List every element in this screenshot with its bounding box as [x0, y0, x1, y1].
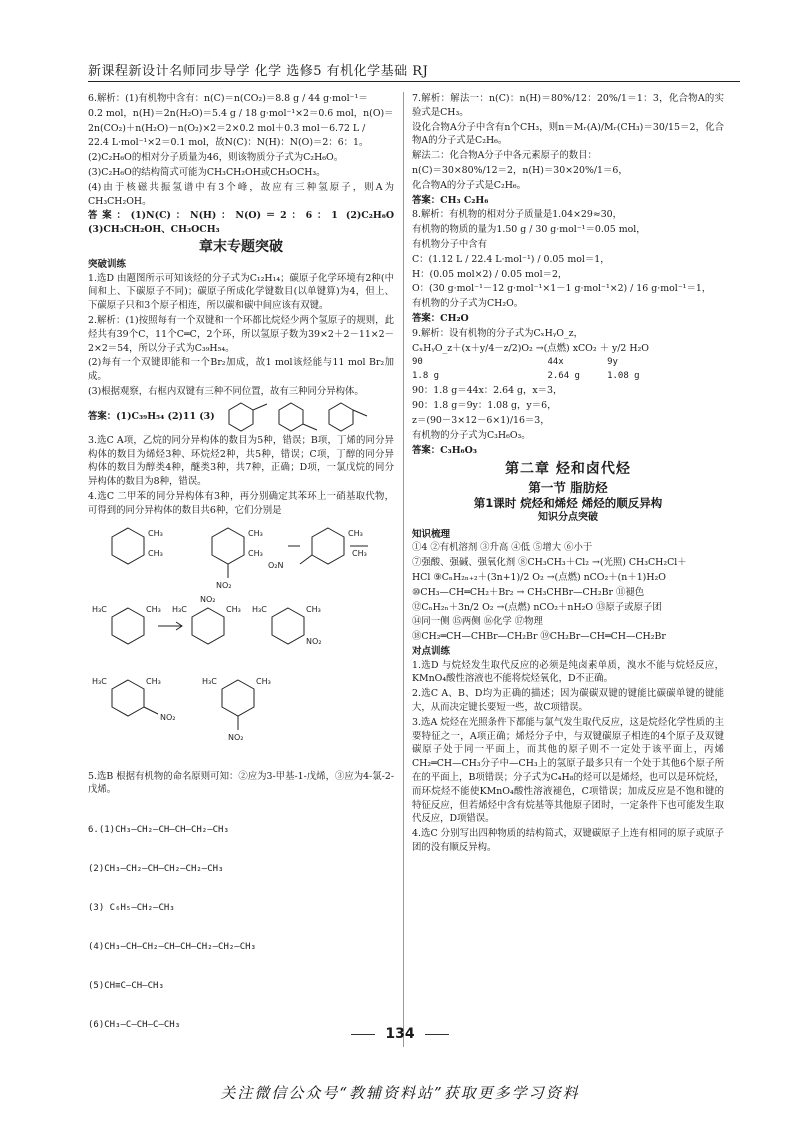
- svg-text:CH₃: CH₃: [146, 676, 161, 686]
- q8-line: H：(0.05 mol×2) / 0.05 mol＝2，: [412, 268, 568, 280]
- q6-line: (4)由于核磁共振氢谱中有3个峰，故应有三种氢原子，则A为CH₃CH₂OH。: [88, 181, 394, 207]
- isomer-structures-figure: [221, 400, 371, 434]
- svg-text:CH₃: CH₃: [148, 528, 163, 538]
- q9-line: 有机物的分子式为C₃H₆O₃。: [412, 429, 531, 441]
- svg-text:H₃C: H₃C: [92, 676, 107, 686]
- t6-line: (4)CH₃—CH—CH₂—CH—CH—CH₂—CH₂—CH₃: [88, 942, 256, 953]
- q9-line: 90：1.8 g＝9y：1.08 g，y＝6，: [412, 400, 557, 412]
- q6-line: 6.解析：(1)有机物中含有：n(C)＝n(CO₂)＝8.8 g / 44 g·mol⁻¹＝: [88, 93, 368, 104]
- knowledge-item: ⑩CH₃—CH═CH₂＋Br₂ → CH₃CHBr—CH₂Br ⑪褪色: [412, 586, 645, 598]
- svg-text:NO₂: NO₂: [216, 580, 232, 590]
- q8-line: 有机物的物质的量为1.50 g / 30 g·mol⁻¹＝0.05 mol，: [412, 224, 646, 236]
- q7-line: 7.解析：解法一：n(C)：n(H)＝80%/12：20%/1＝1：3，化合物A的实验式是CH₃。: [412, 93, 724, 118]
- target-item: 1.选D 与烷烃发生取代反应的必须是纯卤素单质，溴水不能与烷烃反应，KMnO₄酸性溶液也不能将烷烃氧化，D不正确。: [412, 659, 724, 685]
- q8-line: O：(30 g·mol⁻¹－12 g·mol⁻¹×1－1 g·mol⁻¹×2) / 16 g·mol⁻¹＝1，: [412, 283, 712, 295]
- knowledge-title: 知识分点突破: [538, 511, 598, 523]
- chapter-summary-title: 章末专题突破: [199, 238, 283, 255]
- left-column: [88, 92, 394, 1058]
- training-label: 突破训练: [88, 258, 127, 270]
- training-item: 4.选C 二甲苯的同分异构体有3种，再分别确定其苯环上一硝基取代物，可得到的同分异构体的数目共6种，它们分别是: [88, 490, 394, 516]
- t6-line: (2)CH₃—CH₂—CH—CH₂—CH₂—CH₃: [88, 864, 224, 875]
- q9-line: 9.解析：设有机物的分子式为CₓHᵧO_z，: [412, 327, 583, 339]
- t6-structures: [88, 798, 394, 1058]
- t2-answer: 答案：(1)C₃₉H₅₄ (2)11 (3): [88, 410, 215, 422]
- svg-text:CH₃: CH₃: [148, 548, 163, 558]
- t2-answer-row: [88, 400, 394, 434]
- footer-note: 关注微信公众号“教辅资料站”获取更多学习资料: [220, 1084, 580, 1102]
- q8-answer: 答案：CH₂O: [412, 312, 469, 324]
- t6-line: (6)CH₃—C—CH—C—CH₃: [88, 1020, 181, 1031]
- t6-line: (5)CH≡C—CH—CH₃: [88, 981, 164, 992]
- svg-text:CH₃: CH₃: [146, 604, 161, 614]
- svg-text:CH₃: CH₃: [348, 528, 363, 538]
- target-item: 4.选C 分别写出四种物质的结构简式，双键碳原子上连有相同的原子或原子团的没有顺反异构。: [412, 828, 724, 854]
- page-number-value: 134: [385, 1026, 415, 1042]
- training-item: 5.选B 根据有机物的命名原则可知：②应为3-甲基-1-戊烯，③应为4-氯-2-戊烯。: [88, 770, 394, 796]
- t6-line: (3) C₆H₅—CH₂—CH₃: [88, 903, 175, 914]
- training-item: 3.选C A项，乙烷的同分异构体的数目为5种，错误；B项，丁烯的同分异构体的数目为烯烃3种、环烷烃2种，共5种，错误；C项，丁醇的同分异构体的数目为醇类4种，醚类3种，共7种，正确；D项，一氯戊烷的同分异构体的数目为8种，错误。: [88, 434, 394, 488]
- target-item: 3.选A 烷烃在光照条件下都能与氯气发生取代反应，这是烷烃化学性质的主要特征之一，A项正确；烯烃分子中，与双键碳原子相连的4个原子及双键碳原子处于同一平面上，而其他的原子则不一定处于该平面上，丙烯CH₂═CH—CH₃分子中—CH₃上的氢原子最多只有一个处于其他6个原子所在的平面上，B项错误；分子式为C₄H₈的烃可以是烯烃，也可以是环烷烃，而环烷烃不能使KMnO₄酸性溶液褪色，C项错误；加成反应是不饱和键的特征反应，但若烯烃中含有烷基等其他原子团时，一定条件下也可能发生取代反应，D项错误。: [412, 716, 724, 825]
- lesson-title: 第1课时 烷烃和烯烃 烯烃的顺反异构: [473, 495, 663, 510]
- svg-text:H₃C: H₃C: [172, 604, 187, 614]
- q6-line: (3)C₂H₆O的结构简式可能为CH₃CH₂OH或CH₃OCH₃。: [88, 166, 326, 178]
- q9-line: CₓHᵧO_z＋(x＋y/4－z/2)O₂ →(点燃) xCO₂ ＋ y/2 H₂O: [412, 342, 649, 354]
- q6-answer: 答案：(1)N(C)：N(H)：N(O)＝2：6：1 (2)C₂H₆O (3)CH₃CH₂OH、CH₃OCH₃: [88, 210, 394, 236]
- q8-explanation: [412, 208, 724, 325]
- q6-line: (2)C₂H₆O的相对分子质量为46，则该物质分子式为C₂H₆O。: [88, 152, 344, 164]
- header-title: 新课程新设计名师同步导学 化学 选修5 有机化学基础 RJ: [88, 64, 429, 79]
- svg-text:NO₂: NO₂: [160, 712, 176, 722]
- page-header: [88, 60, 740, 82]
- q9-line: 1.8 g 2.64 g 1.08 g: [412, 371, 640, 382]
- q7-line: n(C)＝30×80%/12＝2，n(H)＝30×20%/1＝6，: [412, 164, 628, 176]
- svg-text:NO₂: NO₂: [228, 732, 244, 742]
- q8-line: C：(1.12 L / 22.4 L·mol⁻¹) / 0.05 mol＝1，: [412, 253, 610, 265]
- q6-line: 2n(CO₂)＋n(H₂O)－n(O₂)×2＝2×0.2 mol＋0.3 mol－6.72 L /: [88, 122, 366, 134]
- q8-line: 有机物分子中含有: [412, 238, 488, 250]
- target-training-list: [412, 659, 724, 855]
- section-title: 第一节 脂肪烃: [528, 480, 608, 496]
- q9-line: z＝(90－3×12－6×1)/16＝3，: [412, 414, 550, 426]
- svg-text:CH₃: CH₃: [352, 548, 367, 558]
- q7-line: 设化合物A分子中含有n个CH₃，则n＝Mᵣ(A)/Mᵣ(CH₃)＝30/15＝2，化合物A的分子式是C₂H₆。: [412, 121, 724, 147]
- target-item: 2.选C A、B、D均为正确的描述；因为碳碳双键的键能比碳碳单键的键能大，从而决定键长要短一些，故C项错误。: [412, 688, 724, 714]
- knowledge-item: ⑱CH₂═CH—CHBr—CH₂Br ⑲CH₂Br—CH═CH—CH₂Br: [412, 631, 666, 643]
- knowledge-list: [412, 541, 724, 644]
- nitro-xylene-structures-figure: [88, 520, 394, 768]
- svg-text:CH₃: CH₃: [248, 548, 263, 558]
- knowledge-item: ⑭同一侧 ⑮两侧 ⑯化学 ⑰物理: [412, 616, 543, 628]
- q6-line: 0.2 mol，n(H)＝2n(H₂O)＝5.4 g / 18 g·mol⁻¹×2＝0.6 mol，n(O)＝: [88, 107, 394, 119]
- page-number: [0, 1026, 800, 1042]
- q9-answer: 答案：C₃H₆O₃: [412, 444, 477, 456]
- training-item: (2)每有一个双键即能和一个Br₂加成，故1 mol该烃能与11 mol Br₂加成。: [88, 357, 394, 383]
- svg-text:H₃C: H₃C: [252, 604, 267, 614]
- training-item: (3)根据观察，右框内双键有三种不同位置，故有三种同分异构体。: [88, 385, 364, 397]
- knowledge-item: HCl ⑨CₙH₂ₙ₊₂＋(3n+1)/2 O₂ →(点燃) nCO₂＋(n＋1)H₂O: [412, 571, 666, 583]
- svg-text:CH₃: CH₃: [226, 604, 241, 614]
- svg-text:CH₃: CH₃: [256, 676, 271, 686]
- q9-line: 90：1.8 g＝44x：2.64 g，x＝3，: [412, 385, 563, 397]
- svg-text:NO₂: NO₂: [306, 636, 322, 646]
- right-column: [412, 92, 724, 856]
- knowledge-label: 知识梳理: [412, 528, 451, 540]
- target-training-label: 对点训练: [412, 645, 451, 657]
- q9-explanation: [412, 327, 724, 458]
- knowledge-item: ⑫CₙH₂ₙ＋3n/2 O₂ →(点燃) nCO₂＋nH₂O ⑬原子或原子团: [412, 601, 662, 613]
- svg-text:NO₂: NO₂: [200, 594, 216, 604]
- q7-explanation: [412, 92, 724, 207]
- column-divider: [403, 92, 404, 1047]
- q7-answer: 答案：CH₃ C₂H₆: [412, 194, 489, 206]
- training-item: 1.选D 由题图所示可知该烃的分子式为C₁₂H₁₄；碳原子化学环境有2种(中间和上、下碳原子不同)；碳原子所成化学键数目(以单键算)为4，但上、下碳原子只和3个原子相连，所以碳和碳中间应该有双键。: [88, 272, 394, 312]
- q7-line: 解法二：化合物A分子中各元素原子的数目：: [412, 150, 597, 162]
- q8-line: 8.解析：有机物的相对分子质量是1.04×29≈30，: [412, 209, 623, 221]
- q8-line: 有机物的分子式为CH₂O。: [412, 298, 524, 310]
- knowledge-item: ①4 ②有机溶剂 ③升高 ④低 ⑤增大 ⑥小于: [412, 542, 593, 554]
- svg-text:O₂N: O₂N: [268, 560, 284, 570]
- q9-line: 90 44x 9y: [412, 357, 618, 368]
- q6-explanation: [88, 92, 394, 237]
- t6-line: 6.(1)CH₃—CH₂—CH—CH—CH₂—CH₃: [88, 825, 229, 836]
- svg-text:H₃C: H₃C: [92, 604, 107, 614]
- training-item: 2.解析：(1)按照每有一个双键和一个环都比烷烃少两个氢原子的规则，此烃共有39个C，11个C═C，2个环，所以氢原子数为39×2＋2－11×2－2×2＝54，所以分子式为C₃₉H₅₄。: [88, 314, 394, 354]
- knowledge-item: ⑦强酸、强碱、强氧化剂 ⑧CH₃CH₃＋Cl₂ →(光照) CH₃CH₂Cl＋: [412, 557, 687, 569]
- q7-line: 化合物A的分子式是C₂H₆。: [412, 179, 527, 191]
- svg-text:CH₃: CH₃: [306, 604, 321, 614]
- svg-text:CH₃: CH₃: [248, 528, 263, 538]
- svg-text:H₃C: H₃C: [202, 676, 217, 686]
- q6-line: 22.4 L·mol⁻¹×2＝0.1 mol，故N(C)：N(H)：N(O)＝2：6：1。: [88, 137, 369, 149]
- chapter-title: 第二章 烃和卤代烃: [505, 461, 631, 478]
